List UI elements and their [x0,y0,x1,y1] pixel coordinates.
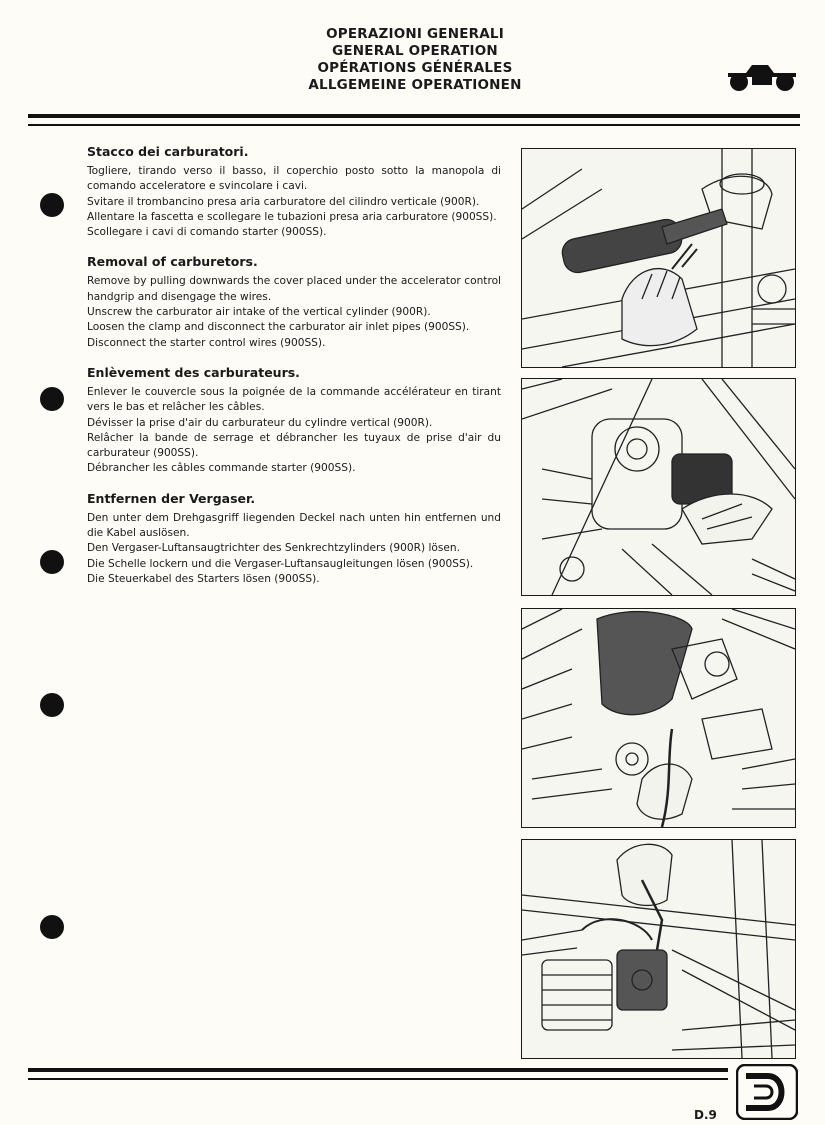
manufacturer-logo-icon [736,1064,798,1120]
header-rule [28,114,800,118]
motorcycle-icon [728,62,796,92]
header-rule-thin [28,124,800,126]
section-italian [87,144,501,240]
paragraph: Dévisser la prise d'air du carburateur du cylindre vertical (900R). [87,416,433,429]
title-german: ALLGEMEINE OPERATIONEN [308,77,522,93]
footer-rule-thin [28,1078,728,1080]
paragraph: Unscrew the carburator air intake of the vertical cylinder (900R). [87,306,431,319]
paragraph: Togliere, tirando verso il basso, il coperchio posto sotto la manopola di comando acceleratore e svincolare i cavi. [87,165,501,193]
paragraph: Remove by pulling downwards the cover placed under the accelerator control handgrip and disengage the wires. [87,275,501,303]
paragraph: Allentare la fascetta e scollegare le tubazioni presa aria carburatore (900SS). [87,210,497,223]
paragraph: Den unter dem Drehgasgriff liegenden Deckel nach unten hin entfernen und die Kabel auslösen. [87,511,501,540]
cylinder-air-intake-illustration-icon [521,608,796,828]
section-heading: Removal of carburetors. [87,254,258,270]
section-french [87,365,501,477]
paragraph: Loosen the clamp and disconnect the carburator air inlet pipes (900SS). [87,321,470,334]
paragraph: Die Steuerkabel des Starters lösen (900SS). [87,572,320,585]
carburetor-intake-illustration-icon [521,378,796,596]
section-heading: Stacco dei carburatori. [87,144,249,159]
paragraph: Die Schelle lockern und die Vergaser-Luftansaugleitungen lösen (900SS). [87,557,474,570]
instructions-column [87,144,501,601]
binder-hole [40,915,64,939]
paragraph: Svitare il trombancino presa aria carburatore del cilindro verticale (900R). [87,195,480,208]
page-number: D.9 [694,1108,717,1122]
paragraph: Enlever le couvercle sous la poignée de la commande accélérateur en tirant vers le bas et relâcher les câbles. [87,385,501,414]
section-english [87,254,501,350]
section-heading: Enlèvement des carburateurs. [87,364,300,380]
title-italian: OPERAZIONI GENERALI [326,26,504,42]
binder-hole [40,193,64,217]
binder-hole [40,387,64,411]
footer-rule [28,1068,728,1072]
title-french: OPÉRATIONS GÉNÉRALES [317,60,513,76]
binder-hole [40,550,64,574]
paragraph: Relâcher la bande de serrage et débrancher les tuyaux de prise d'air du carburateur (900SS). [87,431,501,460]
handgrip-illustration-icon [521,148,796,368]
binder-hole [40,693,64,717]
paragraph: Scollegare i cavi di comando starter (900SS). [87,226,327,239]
paragraph: Den Vergaser-Luftansaugtrichter des Senkrechtzylinders (900R) lösen. [87,542,461,555]
section-german [87,491,501,587]
header-titles [260,26,570,94]
title-english: GENERAL OPERATION [332,43,498,59]
starter-cable-illustration-icon [521,839,796,1059]
section-heading: Entfernen der Vergaser. [87,490,256,506]
paragraph: Disconnect the starter control wires (900SS). [87,336,326,349]
paragraph: Débrancher les câbles commande starter (900SS). [87,462,356,475]
